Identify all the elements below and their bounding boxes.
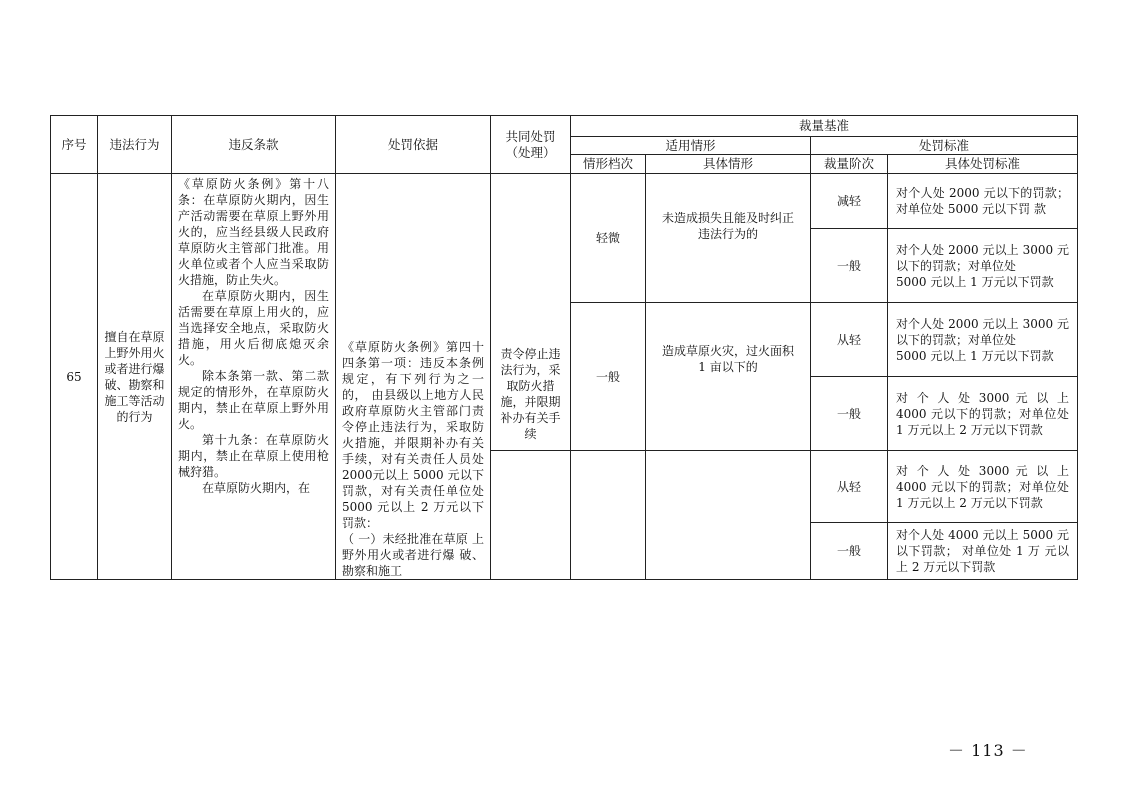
common-cell-continued	[491, 451, 571, 580]
header-detail: 具体情形	[646, 155, 811, 174]
clause-paragraph: 在草原防火期内，因生活需要在草原上用火的，应当选择安全地点，采取防火措施，用火后彻底熄灭余火。	[178, 289, 329, 367]
penalty-cell: 对个人处 2000 元以下的罚款；对单位处 5000 元以下罚 款	[888, 174, 1078, 229]
level-cell: 一般	[571, 303, 646, 451]
row-common: 责令停止违法行为，采取防火措施，并限期补办有关手续	[491, 174, 571, 451]
detail-cell: 未造成损失且能及时纠正违法行为的	[646, 174, 811, 303]
penalty-cell: 对个人处 4000 元以上 5000 元以下罚款； 对单位处 1 万 元以上 2 万元以下罚款	[888, 523, 1078, 580]
penalty-cell: 对个人处 2000 元以上 3000 元以下的罚款；对单位处 5000 元以上 1 万元以下罚款	[888, 229, 1078, 303]
header-discretion: 裁量基准	[571, 116, 1078, 137]
header-situation: 适用情形	[571, 137, 811, 155]
clause-paragraph: 在草原防火期内，在	[202, 481, 311, 495]
clause-paragraph: 第十九条：在草原防火期内，禁止在草原上使用枪械狩猎。	[178, 433, 329, 479]
header-level: 情形档次	[571, 155, 646, 174]
header-violation: 违法行为	[98, 116, 172, 174]
penalty-standard-table	[50, 115, 1078, 580]
stage-cell: 一般	[811, 377, 888, 451]
header-common: 共同处罚 （处理）	[491, 116, 571, 174]
header-clause: 违反条款	[172, 116, 336, 174]
header-penalty: 具体处罚标准	[888, 155, 1078, 174]
penalty-cell: 对 个 人 处 3000 元 以 上 4000 元以下的罚款；对单位处 1 万元以上 2 万元以下罚款	[888, 377, 1078, 451]
stage-cell: 一般	[811, 523, 888, 580]
page-number: － 113 －	[948, 741, 1028, 760]
row-violation: 擅自在草原上野外用火或者进行爆破、勘察和施工等活动的行为	[98, 174, 172, 580]
clause-paragraph: 《草原防火条例》第十八条：在草原防火期内，因生产活动需要在草原上野外用火的，应当经县级人民政府草原防火主管部门批准。用火单位或者个人应当采取防火措施，防止失火。	[178, 177, 329, 287]
penalty-cell: 对个人处 2000 元以上 3000 元以下的罚款；对单位处 5000 元以上 1 万元以下罚款	[888, 303, 1078, 377]
detail-cell-continued	[646, 451, 811, 580]
row-basis: 《草原防火条例》第四十四条第一项：违反本条例规定，有下列行为之一的， 由县级以上地方人民政府草原防火主管部门责令停止违法行为，采取防火措施，并限期补办有关手续，对有关责任人员处 2000元以上 5000 元以下罚款，对有关责任单位处5000 元以上 2 万元以下 罚款： （ 一）未经批准在草原 上野外用火或者进行爆 破、勘察和施工	[336, 174, 491, 580]
row-seq: 65	[51, 174, 98, 580]
clause-paragraph: 除本条第一款、第二款规定的情形外，在草原防火期内，禁止在草原上野外用火。	[178, 369, 329, 431]
stage-cell: 减轻	[811, 174, 888, 229]
header-standard: 处罚标准	[811, 137, 1078, 155]
row-clause	[172, 174, 336, 580]
header-seq: 序号	[51, 116, 98, 174]
header-basis: 处罚依据	[336, 116, 491, 174]
detail-cell: 造成草原火灾，过火面积 1 亩以下的	[646, 303, 811, 451]
level-cell: 轻微	[571, 174, 646, 303]
level-cell-continued	[571, 451, 646, 580]
stage-cell: 一般	[811, 229, 888, 303]
penalty-cell: 对 个 人 处 3000 元 以 上 4000 元以下的罚款；对单位处 1 万元以上 2 万元以下罚款	[888, 451, 1078, 523]
header-stage: 裁量阶次	[811, 155, 888, 174]
stage-cell: 从轻	[811, 451, 888, 523]
stage-cell: 从轻	[811, 303, 888, 377]
